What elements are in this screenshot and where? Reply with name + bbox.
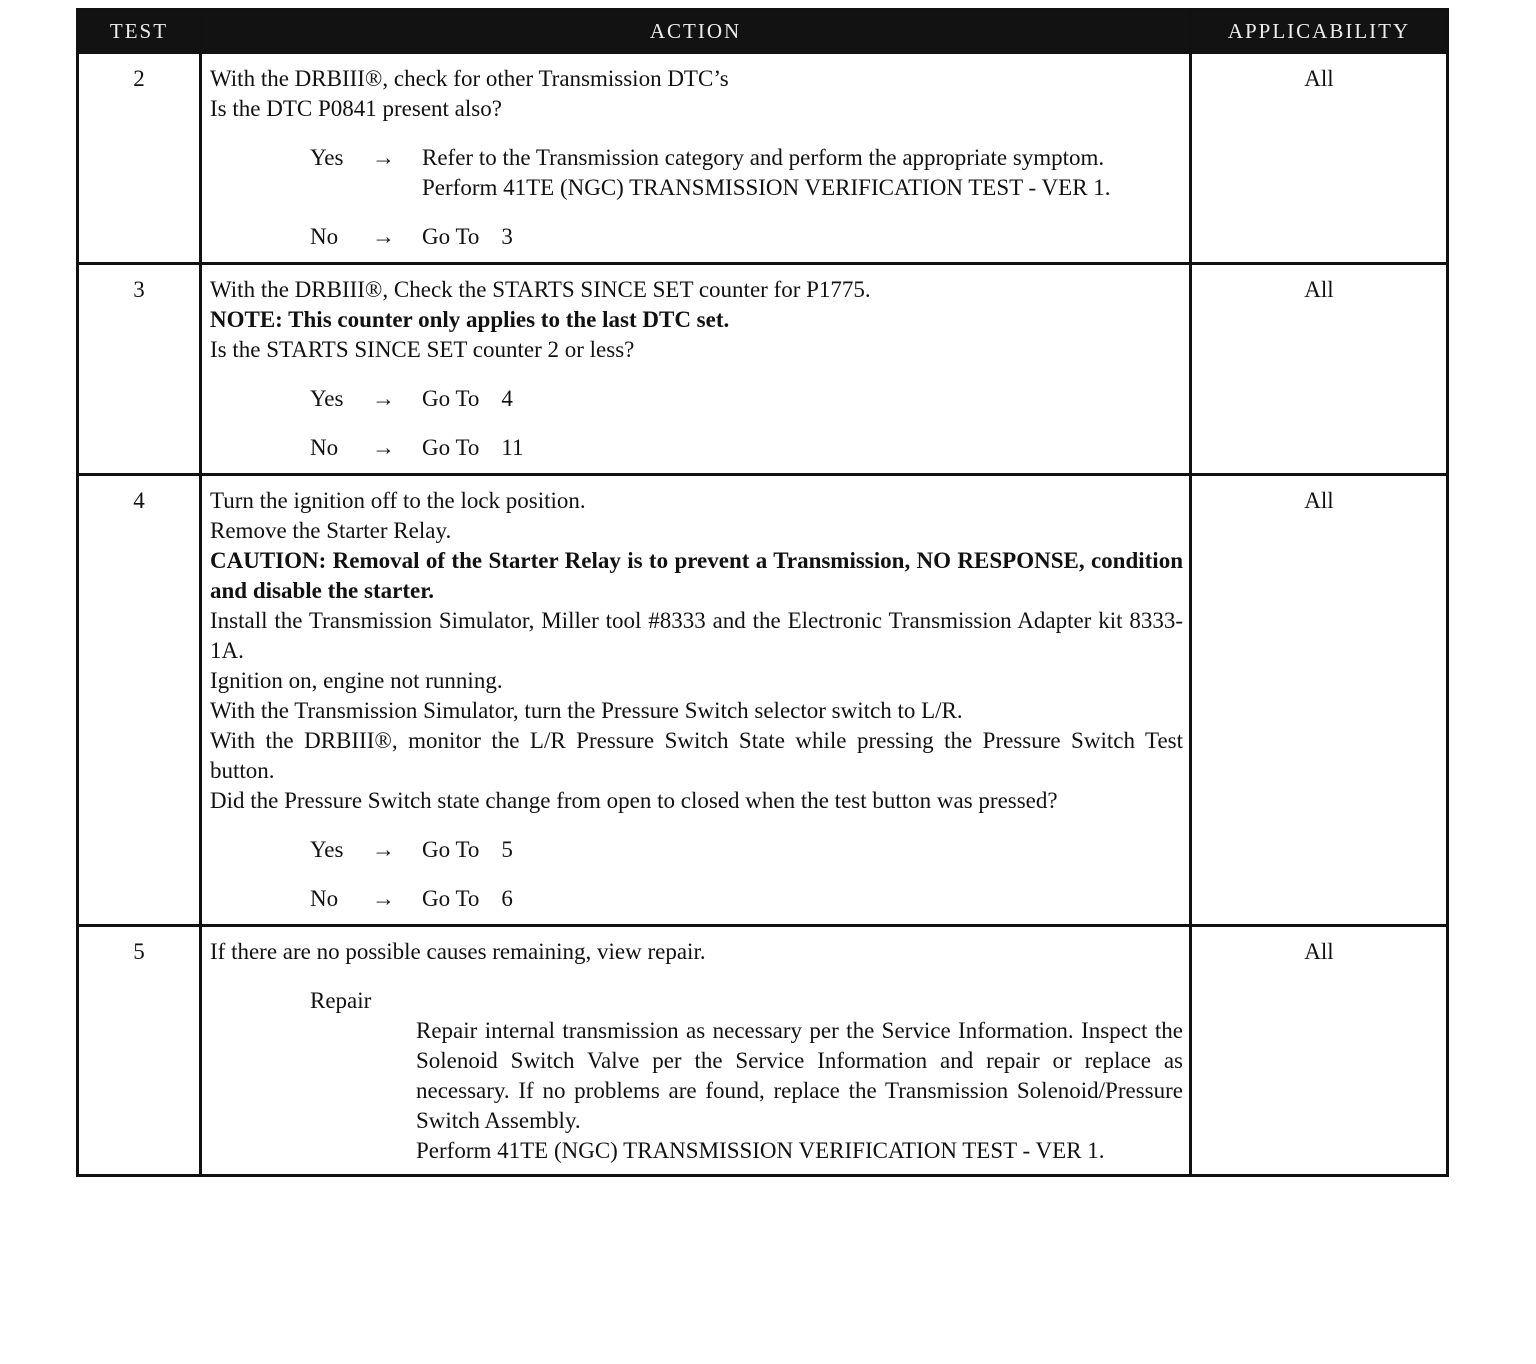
action-cell [201, 264, 1191, 475]
yes-label: Yes [310, 145, 344, 170]
no-branch [210, 884, 1183, 914]
applicability-value: All [1191, 53, 1448, 264]
action-line: Turn the ignition off to the lock position. [210, 488, 586, 513]
action-question: Is the DTC P0841 present also? [210, 96, 502, 121]
no-result [422, 222, 1183, 252]
header-action: ACTION [201, 10, 1191, 53]
yes-branch [210, 384, 1183, 414]
goto-number: 4 [501, 386, 513, 411]
action-caution: CAUTION: Removal of the Starter Relay is to prevent a Transmission, NO RESPONSE, condition and disable the starter. [210, 548, 1183, 603]
header-test: TEST [78, 10, 201, 53]
no-label: No [310, 224, 339, 249]
yes-result [422, 384, 1183, 414]
test-number: 4 [78, 475, 201, 926]
arrow-right-icon: → [372, 435, 395, 460]
goto-label: Go To [422, 886, 480, 911]
yes-result-text: Refer to the Transmission category and perform the appropriate symptom. [422, 145, 1105, 170]
table-row [78, 475, 1448, 926]
action-line: With the DRBIII®, monitor the L/R Pressure Switch State while pressing the Pressure Switch Test button. [210, 728, 1183, 783]
yes-branch [210, 143, 1183, 203]
arrow-right-icon: → [372, 837, 395, 862]
applicability-value: All [1191, 264, 1448, 475]
repair-label: Repair [310, 988, 372, 1013]
no-result [422, 433, 1183, 463]
table-row [78, 926, 1448, 1176]
arrow-right-icon: → [372, 386, 395, 411]
applicability-value: All [1191, 926, 1448, 1176]
test-number: 5 [78, 926, 201, 1176]
action-line: Install the Transmission Simulator, Miller tool #8333 and the Electronic Transmission Adapter kit 8333-1A. [210, 608, 1183, 663]
no-branch [210, 222, 1183, 252]
no-result [422, 884, 1183, 914]
no-label: No [310, 435, 339, 460]
yes-result-verification: Perform 41TE (NGC) TRANSMISSION VERIFICATION TEST - VER 1. [422, 175, 1111, 200]
yes-result [422, 143, 1183, 203]
applicability-value: All [1191, 475, 1448, 926]
arrow-right-icon: → [372, 886, 395, 911]
yes-branch [210, 835, 1183, 865]
action-question: Is the STARTS SINCE SET counter 2 or less? [210, 337, 635, 362]
table-row [78, 264, 1448, 475]
action-line: With the DRBIII®, check for other Transmission DTC’s [210, 66, 729, 91]
test-number: 2 [78, 53, 201, 264]
yes-label: Yes [310, 837, 344, 862]
arrow-right-icon: → [372, 224, 395, 249]
yes-label: Yes [310, 386, 344, 411]
no-branch [210, 433, 1183, 463]
table-row [78, 53, 1448, 264]
header-applicability: APPLICABILITY [1191, 10, 1448, 53]
action-cell [201, 926, 1191, 1176]
action-note: NOTE: This counter only applies to the last DTC set. [210, 307, 730, 332]
action-line: With the Transmission Simulator, turn the Pressure Switch selector switch to L/R. [210, 698, 963, 723]
goto-label: Go To [422, 224, 480, 249]
diagnostic-test-table [76, 8, 1449, 1177]
action-line: Ignition on, engine not running. [210, 668, 503, 693]
arrow-right-icon: → [372, 145, 395, 170]
test-number: 3 [78, 264, 201, 475]
action-cell [201, 475, 1191, 926]
table-header-row [78, 10, 1448, 53]
action-question: Did the Pressure Switch state change from open to closed when the test button was pressed? [210, 788, 1058, 813]
goto-number: 3 [501, 224, 513, 249]
action-line: Remove the Starter Relay. [210, 518, 452, 543]
action-cell [201, 53, 1191, 264]
yes-result [422, 835, 1183, 865]
repair-verification: Perform 41TE (NGC) TRANSMISSION VERIFICATION TEST - VER 1. [416, 1138, 1105, 1163]
action-line: If there are no possible causes remaining, view repair. [210, 939, 706, 964]
no-label: No [310, 886, 339, 911]
goto-label: Go To [422, 837, 480, 862]
goto-label: Go To [422, 386, 480, 411]
goto-label: Go To [422, 435, 480, 460]
action-line: With the DRBIII®, Check the STARTS SINCE SET counter for P1775. [210, 277, 871, 302]
repair-text: Repair internal transmission as necessary per the Service Information. Inspect the Solenoid Switch Valve per the Service Information and repair or replace as necessary. If no problems are found, replace the Transmission Solenoid/Pressure Switch Assembly. [416, 1018, 1183, 1133]
goto-number: 11 [501, 435, 524, 460]
goto-number: 5 [501, 837, 513, 862]
goto-number: 6 [501, 886, 513, 911]
